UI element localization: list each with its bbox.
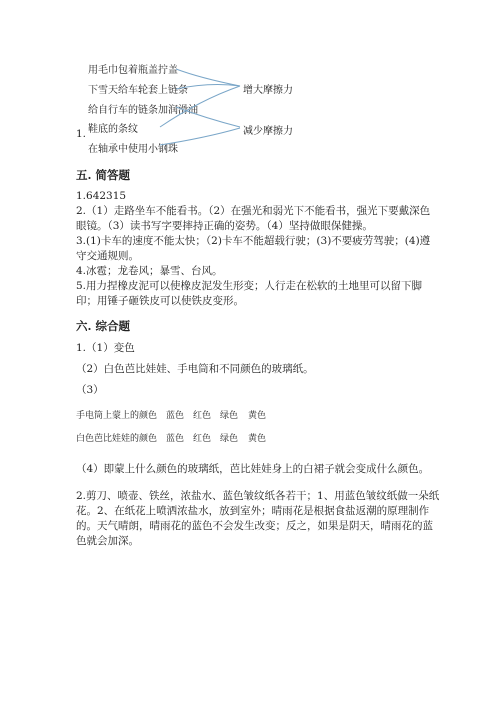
answer-line-4: 3.(1)卡车的速度不能太快；（2)卡车不能超载行驶；(3)不要疲劳驾驶；(4)遵 bbox=[76, 235, 431, 247]
table-row-2-label: 白色芭比娃娃的颜色 bbox=[76, 434, 158, 444]
match-right-item-1: 增大摩擦力 bbox=[243, 85, 293, 96]
table-cell: 绿色 bbox=[220, 411, 239, 421]
answer-line-5: 守交通规则。 bbox=[76, 250, 139, 262]
answer-q2-line-1: 2.剪刀、喷壶、铁丝，浓盐水、蓝色皱纹纸各若干；1、用蓝色皱纹纸做一朵纸 bbox=[76, 490, 440, 502]
match-line-3 bbox=[176, 107, 240, 127]
match-line-4 bbox=[160, 86, 240, 127]
match-left-item-2: 下雪天给车轮套上链条 bbox=[88, 85, 188, 96]
match-left-item-5: 在轴承中使用小钢珠 bbox=[88, 144, 178, 155]
table-cell: 红色 bbox=[193, 434, 212, 444]
answer-line-1: 1.642315 bbox=[76, 190, 127, 202]
table-cell: 红色 bbox=[193, 411, 212, 421]
match-line-2 bbox=[176, 85, 240, 89]
answer-q1-part1: 1.（1）变色 bbox=[76, 342, 135, 354]
answer-line-6: 4.冰雹；龙卷风；暴雪、台风。 bbox=[76, 265, 223, 277]
answer-line-3: 眼镜。（3）读书写字要摔持正确的姿势。（4）坚持做眼保健操。 bbox=[76, 220, 373, 232]
table-cell: 蓝色 bbox=[166, 434, 185, 444]
answer-q1-part2: （2）白色芭比娃娃、手电筒和不同颜色的玻璃纸。 bbox=[76, 363, 314, 375]
table-cell: 蓝色 bbox=[166, 411, 185, 421]
table-cell: 黄色 bbox=[248, 434, 267, 444]
answer-q2-line-3: 的。天气晴朗，晴雨花的蓝色不会发生改变；反之，如果是阴天，晴雨花的蓝 bbox=[76, 520, 433, 532]
table-cell: 绿色 bbox=[220, 434, 239, 444]
answer-line-2: 2.（1）走路坐车不能看书。（2）在强光和弱光下不能看书，强光下要戴深色 bbox=[76, 205, 431, 217]
match-right-item-2: 减少摩擦力 bbox=[243, 126, 293, 137]
answer-line-8: 印；用锤子砸铁皮可以使铁皮变形。 bbox=[76, 295, 244, 307]
table-row-1-label: 手电筒上蒙上的颜色 bbox=[76, 411, 158, 421]
answer-line-7: 5.用力捏橡皮泥可以使橡皮泥发生形变；人行走在松软的土地里可以留下脚 bbox=[76, 280, 423, 292]
match-line-1 bbox=[176, 69, 240, 86]
match-left-item-3: 给自行车的链条加润滑油 bbox=[88, 105, 198, 116]
answer-q2-line-2: 花。2、在纸花上喷洒浓盐水，放到室外；晴雨花是根据食盐返潮的原理制作 bbox=[76, 505, 430, 517]
question-number: 1. bbox=[76, 128, 87, 140]
table-cell: 黄色 bbox=[248, 411, 267, 421]
section-title: 五. 简答题 bbox=[76, 168, 131, 182]
answer-q1-part4: （4）即蒙上什么颜色的玻璃纸，芭比娃娃身上的白裙子就会变成什么颜色。 bbox=[76, 463, 430, 475]
match-left-item-1: 用毛巾包着瓶盖拧盖 bbox=[88, 65, 178, 76]
match-left-item-4: 鞋底的条纹 bbox=[88, 124, 138, 135]
answer-q2-line-4: 色就会加深。 bbox=[76, 535, 139, 547]
answer-q1-part3: （3） bbox=[76, 384, 104, 396]
section-title: 六. 综合题 bbox=[76, 319, 131, 333]
match-line-5 bbox=[160, 128, 240, 145]
